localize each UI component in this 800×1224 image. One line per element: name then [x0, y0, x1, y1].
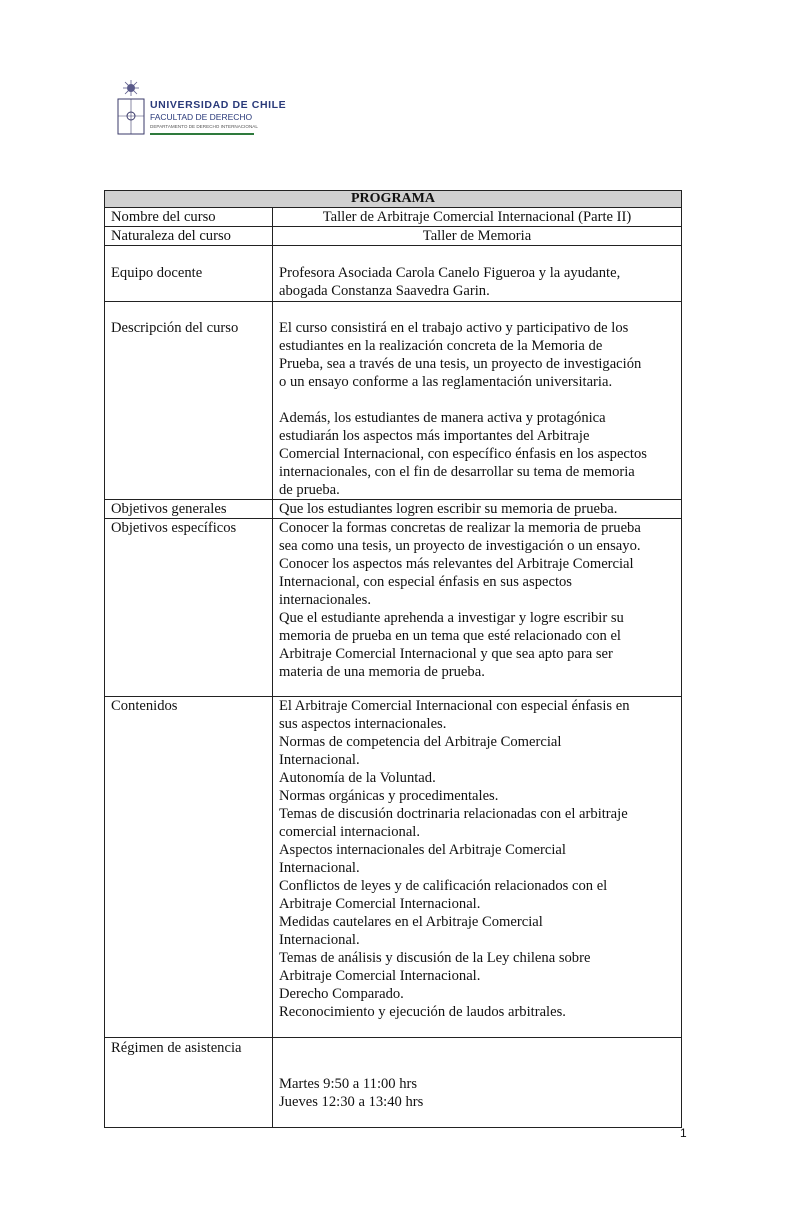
page-number: 1: [680, 1126, 687, 1140]
text-line: internacionales, con el fin de desarrollar su tema de memoria: [279, 464, 635, 480]
table-row: [105, 1038, 682, 1128]
text-line: Internacional.: [279, 860, 360, 876]
text-line: El curso consistirá en el trabajo activo y participativo de los: [279, 320, 629, 336]
text-line: Internacional.: [279, 932, 360, 948]
table-row: [105, 519, 682, 697]
university-name: UNIVERSIDAD DE CHILE: [150, 99, 287, 111]
university-logo: [116, 80, 286, 140]
text-line: Arbitraje Comercial Internacional y que sea apto para ser: [279, 646, 613, 662]
row-value: [273, 208, 682, 227]
row-label: Naturaleza del curso: [105, 227, 273, 246]
text-line: sea como una tesis, un proyecto de investigación o un ensayo.: [279, 538, 641, 554]
table-row: [105, 246, 682, 302]
text-line: Aspectos internacionales del Arbitraje Comercial: [279, 842, 566, 858]
text-line: Temas de discusión doctrinaria relacionadas con el arbitraje: [279, 806, 628, 822]
text-line: Prueba, sea a través de una tesis, un proyecto de investigación: [279, 356, 642, 372]
row-label: Nombre del curso: [105, 208, 273, 227]
text-line: estudiarán los aspectos más importantes del Arbitraje: [279, 428, 590, 444]
text-line: abogada Constanza Saavedra Garin.: [279, 283, 490, 299]
text-line: estudiantes en la realización concreta de la Memoria de: [279, 338, 603, 354]
table-title: PROGRAMA: [105, 191, 682, 208]
row-value: [273, 519, 682, 697]
faculty-name: FACULTAD DE DERECHO: [150, 112, 253, 122]
row-value: [273, 302, 682, 500]
text-line: sus aspectos internacionales.: [279, 716, 447, 732]
row-value: [273, 246, 682, 302]
logo-divider: [150, 133, 254, 135]
text-line: Que el estudiante aprehenda a investigar y logre escribir su: [279, 610, 624, 626]
text-line: de prueba.: [279, 482, 340, 498]
text-line: Normas orgánicas y procedimentales.: [279, 788, 499, 804]
row-label: Descripción del curso: [105, 302, 273, 500]
row-label: Objetivos específicos: [105, 519, 273, 697]
text-line: materia de una memoria de prueba.: [279, 664, 485, 680]
text-line: Profesora Asociada Carola Canelo Figueroa y la ayudante,: [279, 265, 621, 281]
text-line: Arbitraje Comercial Internacional.: [279, 968, 481, 984]
text-line: Conocer la formas concretas de realizar la memoria de prueba: [279, 520, 641, 536]
department-name: DEPARTAMENTO DE DERECHO INTERNACIONAL: [150, 124, 258, 129]
text-line: Conocer los aspectos más relevantes del Arbitraje Comercial: [279, 556, 634, 572]
text-line: Comercial Internacional, con específico énfasis en los aspectos: [279, 446, 647, 462]
row-label: Equipo docente: [105, 246, 273, 302]
text-line: Temas de análisis y discusión de la Ley chilena sobre: [279, 950, 591, 966]
text-line: Internacional.: [279, 752, 360, 768]
text-line: Autonomía de la Voluntad.: [279, 770, 436, 786]
text-line: [279, 391, 675, 409]
text-line: Martes 9:50 a 11:00 hrs: [279, 1076, 418, 1092]
text-line: Conflictos de leyes y de calificación relacionados con el: [279, 878, 608, 894]
text-line: Además, los estudiantes de manera activa y protagónica: [279, 410, 606, 426]
text-line: Arbitraje Comercial Internacional.: [279, 896, 481, 912]
text-line: Taller de Memoria: [422, 228, 532, 244]
row-value: [273, 227, 682, 246]
text-line: o un ensayo conforme a las reglamentación universitaria.: [279, 374, 613, 390]
table-row: [105, 697, 682, 1038]
text-line: comercial internacional.: [279, 824, 420, 840]
text-line: Medidas cautelares en el Arbitraje Comercial: [279, 914, 543, 930]
text-line: El Arbitraje Comercial Internacional con especial énfasis en: [279, 698, 630, 714]
table-row: [105, 208, 682, 227]
row-value: [273, 697, 682, 1038]
text-line: Normas de competencia del Arbitraje Comercial: [279, 734, 562, 750]
row-value: [273, 500, 682, 519]
text-line: internacionales.: [279, 592, 371, 608]
row-label: Contenidos: [105, 697, 273, 1038]
text-line: Jueves 12:30 a 13:40 hrs: [279, 1094, 424, 1110]
text-line: Derecho Comparado.: [279, 986, 404, 1002]
row-value: [273, 1038, 682, 1128]
text-line: Internacional, con especial énfasis en sus aspectos: [279, 574, 572, 590]
row-label: Objetivos generales: [105, 500, 273, 519]
text-line: Taller de Arbitraje Comercial Internacional (Parte II): [322, 209, 632, 225]
program-table: [104, 190, 682, 1128]
text-line: memoria de prueba en un tema que esté relacionado con el: [279, 628, 621, 644]
university-crest-icon: [116, 80, 146, 136]
table-row: [105, 500, 682, 519]
row-label: Régimen de asistencia: [105, 1038, 273, 1128]
text-line: Reconocimiento y ejecución de laudos arbitrales.: [279, 1004, 566, 1020]
table-row: [105, 302, 682, 500]
text-line: Que los estudiantes logren escribir su memoria de prueba.: [279, 501, 618, 517]
table-row: [105, 227, 682, 246]
